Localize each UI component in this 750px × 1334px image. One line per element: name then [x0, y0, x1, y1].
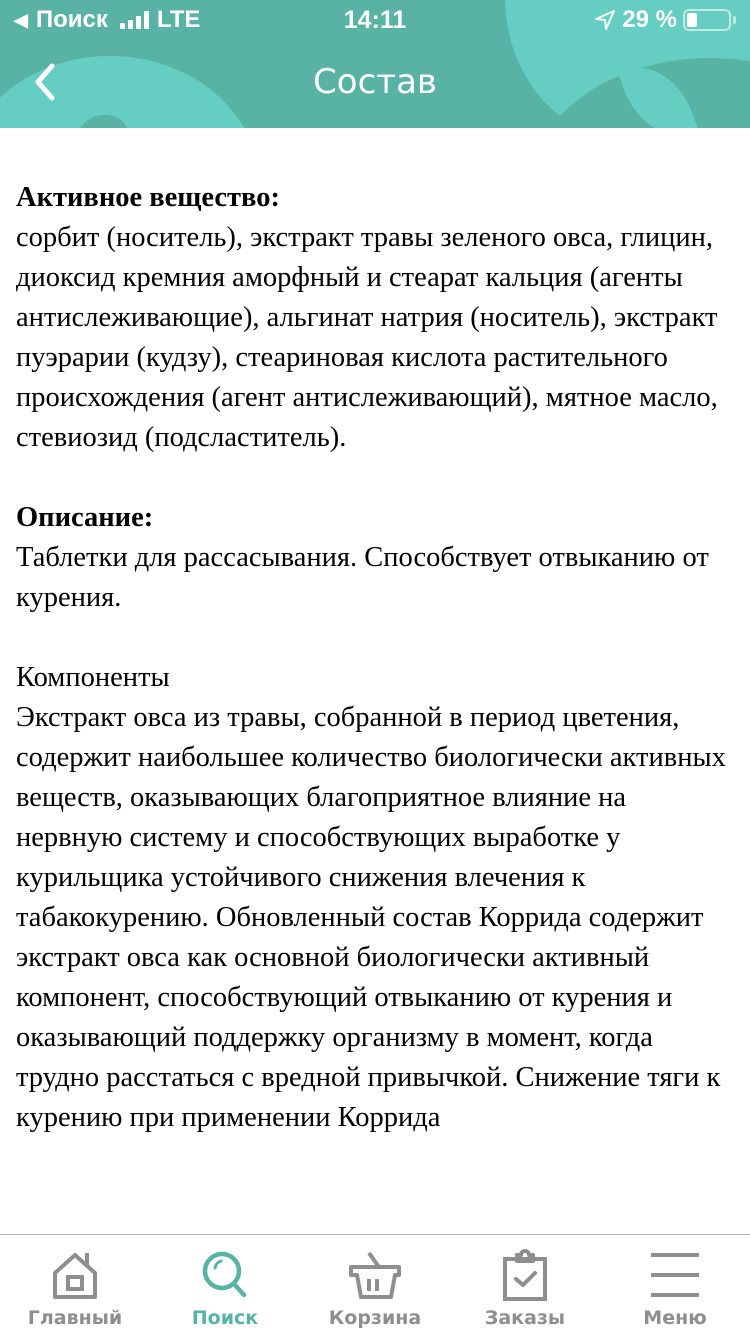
page-title: Состав	[313, 62, 437, 102]
clipboard-check-icon	[495, 1249, 555, 1301]
location-arrow-icon	[594, 9, 616, 31]
status-time: 14:11	[343, 6, 407, 34]
status-bar	[0, 0, 750, 40]
battery-icon	[683, 9, 731, 31]
description-heading: Описание:	[16, 502, 154, 533]
home-icon	[45, 1249, 105, 1301]
tab-label: Главный	[27, 1307, 123, 1329]
battery-tip	[733, 16, 736, 24]
tab-bar	[0, 1234, 750, 1334]
components-text: Экстракт овса из травы, собранной в период цветения, содержит наибольшее количество биологически активных веществ, оказывающих благоприятное влияние на нервную систему и способствующих выработке у курильщика устойчивого снижения влечения к табакокурению. Обновленный состав Коррида содержит экстракт овса как основной биологически активный компонент, способствующий отвыканию от курения и оказывающий поддержку организму в момент, когда трудно расстаться с вредной привычкой. Снижение тяги к курению при применении Коррида	[16, 702, 726, 1133]
status-right	[594, 6, 736, 34]
tab-orders[interactable]	[450, 1235, 600, 1334]
back-triangle-icon: ◀	[14, 9, 28, 30]
components-heading: Компоненты	[16, 662, 170, 693]
active-substance-heading: Активное вещество:	[16, 182, 280, 213]
search-icon	[195, 1249, 255, 1301]
tab-menu[interactable]	[600, 1235, 750, 1334]
composition-content	[16, 178, 738, 1233]
tab-label: Поиск	[191, 1307, 259, 1329]
tab-label: Корзина	[328, 1307, 422, 1329]
tab-search[interactable]	[150, 1235, 300, 1334]
description-text: Таблетки для рассасывания. Способствует отвыканию от курения.	[16, 542, 709, 613]
active-substance-text: сорбит (носитель), экстракт травы зеленого овса, глицин, диоксид кремния аморфный и стеарат кальция (агенты антислеживающие), альгинат натрия (носитель), экстракт пуэрарии (кудзу), стеариновая кислота растительного происхождения (агент антислеживающий), мятное масло, стевиозид (подсластитель).	[16, 222, 718, 453]
menu-icon	[645, 1249, 705, 1301]
header	[0, 0, 750, 128]
tab-label: Меню	[643, 1307, 707, 1329]
battery-percent: 29 %	[622, 6, 677, 33]
tab-label: Заказы	[484, 1307, 566, 1329]
tab-cart[interactable]	[300, 1235, 450, 1334]
tab-home[interactable]	[0, 1235, 150, 1334]
navbar	[0, 40, 750, 128]
status-back-app-label: Поиск	[35, 6, 108, 33]
basket-icon	[345, 1249, 405, 1301]
network-type: LTE	[156, 6, 201, 33]
